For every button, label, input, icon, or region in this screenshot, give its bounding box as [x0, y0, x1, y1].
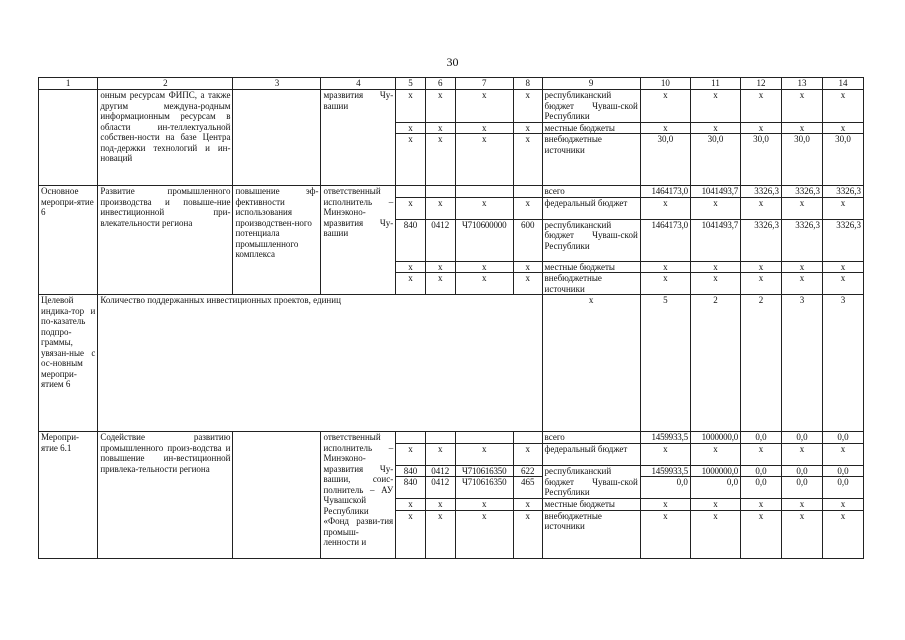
funding-source: местные бюджеты [542, 261, 640, 273]
col-header: 10 [640, 78, 690, 90]
cell: x [690, 90, 740, 123]
activity-name: Содействие развитию промышленного произ-водства и повышение ин-вестиционной привлека-тельности региона [98, 432, 233, 559]
activity-name: Развитие промышленного производства и повыше-ние инвестиционной при-влекательности региона [98, 186, 233, 295]
col-header: 8 [513, 78, 542, 90]
cell: x [782, 510, 823, 558]
col-header: 14 [822, 78, 863, 90]
cell: x [455, 273, 513, 295]
cell: x [822, 499, 863, 511]
col-header: 12 [741, 78, 782, 90]
cell: x [822, 90, 863, 123]
cell: 1041493,7 [690, 186, 740, 198]
cell: x [513, 197, 542, 219]
row-label: Меропри-ятие 6.1 [39, 432, 98, 559]
cell: x [640, 90, 690, 123]
col-header: 4 [321, 78, 396, 90]
col-header: 2 [98, 78, 233, 90]
cell: 30,0 [741, 134, 782, 186]
cell: x [455, 510, 513, 558]
cell: Ч710616350 [455, 477, 513, 499]
cell: x [782, 443, 823, 465]
cell: x [425, 273, 455, 295]
cell: Ч710616350 [455, 465, 513, 477]
cell: x [542, 295, 640, 432]
funding-source: внебюджетные источники [542, 134, 640, 186]
cell: 0412 [425, 477, 455, 499]
cell: 0,0 [822, 477, 863, 499]
cell: 30,0 [782, 134, 823, 186]
page-number: 30 [446, 55, 459, 69]
cell: x [640, 443, 690, 465]
cell [425, 432, 455, 444]
table-row [39, 432, 864, 444]
cell: x [640, 510, 690, 558]
cell: x [425, 261, 455, 273]
column-number-row [39, 78, 864, 90]
cell: 840 [396, 219, 426, 261]
cell: x [640, 273, 690, 295]
cell: x [425, 510, 455, 558]
cell: x [690, 122, 740, 134]
cell: 3326,3 [741, 186, 782, 198]
cell: 1041493,7 [690, 219, 740, 261]
cell [455, 186, 513, 198]
cell: x [513, 499, 542, 511]
cell: x [822, 122, 863, 134]
cell: 3 [822, 295, 863, 432]
cell: x [455, 134, 513, 186]
cell: x [640, 261, 690, 273]
cell: x [640, 499, 690, 511]
funding-source: федеральный бюджет [542, 443, 640, 465]
funding-source: бюджет Чуваш-ской Республики [542, 477, 640, 499]
cell [455, 432, 513, 444]
col-header: 1 [39, 78, 98, 90]
cell: 1000000,0 [690, 432, 740, 444]
cell: 465 [513, 477, 542, 499]
cell: x [425, 499, 455, 511]
cell: 3326,3 [782, 219, 823, 261]
cell: x [640, 122, 690, 134]
cell: x [690, 197, 740, 219]
cell: x [782, 197, 823, 219]
funding-source: республиканский бюджет Чуваш-ской Республики [542, 90, 640, 123]
row-label: Основное меропри-ятие 6 [39, 186, 98, 295]
cell: x [513, 90, 542, 123]
cell: 3326,3 [741, 219, 782, 261]
cell: 0412 [425, 465, 455, 477]
cell: x [782, 261, 823, 273]
row-label: Целевой индика-тор и по-казатель подпро-граммы, увязан-ные с ос-новным меропри-ятием 6 [39, 295, 98, 432]
cell: x [425, 443, 455, 465]
cell: x [782, 90, 823, 123]
cell: 30,0 [822, 134, 863, 186]
cell: x [513, 122, 542, 134]
executor: ответственный исполнитель – Минэконо-мразвития Чу-вашии, соис-полнитель – АУ Чувашской Республики «Фонд разви-тия промыш-ленности и [321, 432, 396, 559]
cell: x [455, 261, 513, 273]
cell: x [425, 197, 455, 219]
cell: x [822, 443, 863, 465]
cell: 0,0 [782, 465, 823, 477]
cell: 1459933,5 [640, 432, 690, 444]
budget-table [38, 77, 864, 559]
cell: x [455, 122, 513, 134]
cell: x [741, 443, 782, 465]
cell: 30,0 [640, 134, 690, 186]
col-header: 11 [690, 78, 740, 90]
activity-goal: повышение эф-фективности использования производствен-ного потенциала промышленного комплекса [233, 186, 321, 295]
cell: x [690, 273, 740, 295]
cell: 0,0 [782, 477, 823, 499]
funding-source: всего [542, 432, 640, 444]
indicator-row [39, 295, 864, 432]
cell: x [782, 122, 823, 134]
cell: Ч710600000 [455, 219, 513, 261]
cell: x [822, 197, 863, 219]
cell: x [741, 499, 782, 511]
cell: 600 [513, 219, 542, 261]
cell: 0,0 [741, 465, 782, 477]
col-header: 9 [542, 78, 640, 90]
activity-goal [233, 432, 321, 559]
cell: x [513, 134, 542, 186]
cell: x [690, 261, 740, 273]
cell [425, 186, 455, 198]
cell: 30,0 [690, 134, 740, 186]
cell: x [396, 261, 426, 273]
cell: x [513, 273, 542, 295]
cell: 3 [782, 295, 823, 432]
cell: x [396, 122, 426, 134]
cell: 840 [396, 477, 426, 499]
funding-source: внебюджетные источники [542, 273, 640, 295]
cell: 3326,3 [822, 219, 863, 261]
cell: x [690, 510, 740, 558]
cell: x [690, 499, 740, 511]
cell: x [455, 90, 513, 123]
cell [513, 432, 542, 444]
funding-source: местные бюджеты [542, 122, 640, 134]
cell: x [741, 90, 782, 123]
cell-blank [233, 90, 321, 186]
executor: мразвития Чу-вашии [321, 90, 396, 186]
cell: 5 [640, 295, 690, 432]
cell: x [741, 510, 782, 558]
cell: 0,0 [741, 432, 782, 444]
cell: x [396, 134, 426, 186]
cell: x [822, 261, 863, 273]
cell: x [822, 273, 863, 295]
cell: x [782, 273, 823, 295]
cell: 2 [741, 295, 782, 432]
cell [396, 432, 426, 444]
cell: x [455, 443, 513, 465]
table-row [39, 90, 864, 123]
cell: 0,0 [640, 477, 690, 499]
cell: x [513, 261, 542, 273]
cell: x [396, 499, 426, 511]
cell: 0,0 [741, 477, 782, 499]
cell: x [425, 90, 455, 123]
indicator-description: Количество поддержанных инвестиционных проектов, единиц [98, 295, 542, 432]
cell: x [741, 122, 782, 134]
col-header: 3 [233, 78, 321, 90]
cell: x [455, 197, 513, 219]
cell: x [640, 197, 690, 219]
cell [513, 186, 542, 198]
cell: x [396, 273, 426, 295]
cell: 3326,3 [782, 186, 823, 198]
cell: x [741, 273, 782, 295]
funding-source: республиканский бюджет Чуваш-ской Республики [542, 219, 640, 261]
cell: x [425, 122, 455, 134]
cell: 840 [396, 465, 426, 477]
executor: ответственный исполнитель – Минэконо-мразвития Чу-вашии [321, 186, 396, 295]
cell: 0,0 [690, 477, 740, 499]
cell: x [741, 261, 782, 273]
col-header: 7 [455, 78, 513, 90]
cell: x [396, 443, 426, 465]
cell: x [690, 443, 740, 465]
cell: x [425, 134, 455, 186]
cell: x [396, 90, 426, 123]
cell: 0,0 [822, 432, 863, 444]
cell: x [741, 197, 782, 219]
funding-source: федеральный бюджет [542, 197, 640, 219]
funding-source: всего [542, 186, 640, 198]
funding-source: местные бюджеты [542, 499, 640, 511]
cell: 2 [690, 295, 740, 432]
funding-source: республиканский [542, 465, 640, 477]
cell: 3326,3 [822, 186, 863, 198]
cell: x [396, 510, 426, 558]
col-header: 5 [396, 78, 426, 90]
cell: 0,0 [782, 432, 823, 444]
cell: x [822, 510, 863, 558]
cell [396, 186, 426, 198]
table-row [39, 186, 864, 198]
cell: x [513, 443, 542, 465]
activity-name: онным ресурсам ФИПС, а также другим междуна-родным информационным ресурсам в области ин-теллектуальной собствен-ности на базе Центра под-держки технологий и ин-новаций [98, 90, 233, 186]
cell: x [396, 197, 426, 219]
cell: 1000000,0 [690, 465, 740, 477]
cell: 0,0 [822, 465, 863, 477]
cell: 1459933,5 [640, 465, 690, 477]
funding-source: внебюджетные источники [542, 510, 640, 558]
cell: x [455, 499, 513, 511]
cell: 0412 [425, 219, 455, 261]
col-header: 13 [782, 78, 823, 90]
cell: 622 [513, 465, 542, 477]
cell: x [513, 510, 542, 558]
col-header: 6 [425, 78, 455, 90]
cell: x [782, 499, 823, 511]
cell: 1464173,0 [640, 219, 690, 261]
cell: 1464173,0 [640, 186, 690, 198]
cell-blank [39, 90, 98, 186]
